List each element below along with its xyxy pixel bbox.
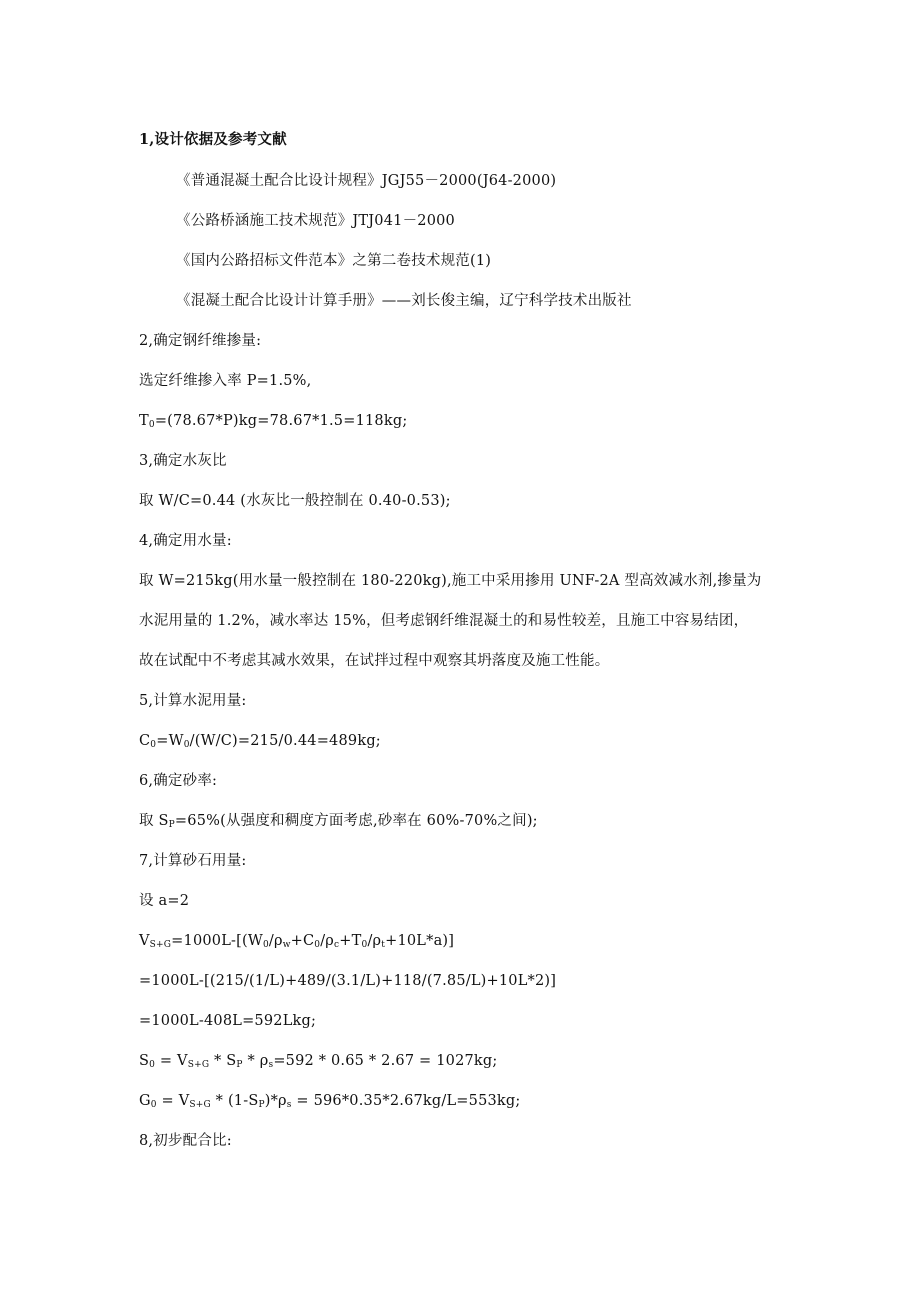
- water-amount-para-line-3: 故在试配中不考虑其减水效果，在试拌过程中观察其坍落度及施工性能。: [139, 653, 610, 669]
- section-7-heading: 7,计算砂石用量:: [139, 853, 247, 869]
- reference-2: 《公路桥涵施工技术规范》JTJ041－2000: [176, 213, 455, 229]
- water-amount-para-line-2: 水泥用量的 1.2%，减水率达 15%，但考虑钢纤维混凝土的和易性较差，且施工中容易结团，: [139, 613, 749, 629]
- aggregate-volume-step-2: =1000L-[(215/(1/L)+489/(3.1/L)+118/(7.85/L)+10L*2)]: [139, 973, 557, 989]
- reference-1: 《普通混凝土配合比设计规程》JGJ55－2000(J64-2000): [176, 173, 557, 189]
- water-amount-para-line-1: 取 W=215kg(用水量一般控制在 180-220kg),施工中采用掺用 UNF-2A 型高效减水剂,掺量为: [139, 573, 762, 589]
- section-3-heading: 3,确定水灰比: [139, 453, 227, 469]
- section-2-heading: 2,确定钢纤维掺量:: [139, 333, 262, 349]
- section-5-heading: 5,计算水泥用量:: [139, 693, 247, 709]
- section-4-heading: 4,确定用水量:: [139, 533, 232, 549]
- section-8-heading: 8,初步配合比:: [139, 1133, 232, 1149]
- reference-4: 《混凝土配合比设计计算手册》——刘长俊主编，辽宁科学技术出版社: [176, 293, 632, 309]
- sand-amount-formula: $S_0 = V_{S+G} * S_P * \rho_s=592 * 0.65 * 2.67 = 1027kg$;: [139, 1053, 498, 1070]
- aggregate-volume-formula: $V_{S+G}=1000L-[(W_0/\rho_w+C_0/\rho_c+T_0/\rho_t+10L*a)]$: [139, 933, 455, 950]
- water-cement-ratio-text: 取 W/C=0.44 (水灰比一般控制在 0.40-0.53);: [139, 493, 451, 509]
- reference-3: 《国内公路招标文件范本》之第二卷技术规范(1): [176, 253, 492, 269]
- fiber-rate-text: 选定纤维掺入率 P=1.5%,: [139, 373, 312, 389]
- cement-amount-formula: $C_0=W_0/(W/C)=215/0.44=489kg$;: [139, 733, 381, 750]
- sand-ratio-text: 取 $S_P=65\%$(从强度和稠度方面考虑,砂率在 60%-70%之间);: [139, 813, 538, 830]
- section-6-heading: 6,确定砂率:: [139, 773, 218, 789]
- assumption-a-text: 设 a=2: [139, 893, 190, 909]
- gravel-amount-formula: $G_0 = V_{S+G} * (1-S_P)*\rho_s = 596*0.35*2.67kg/L=553kg$;: [139, 1093, 521, 1110]
- aggregate-volume-result: =1000L-408L=592Lkg;: [139, 1013, 317, 1029]
- fiber-amount-formula: $T_0=(78.67*P)kg=78.67*1.5=118kg$;: [139, 413, 408, 430]
- section-1-heading: 1,设计依据及参考文献: [139, 131, 287, 148]
